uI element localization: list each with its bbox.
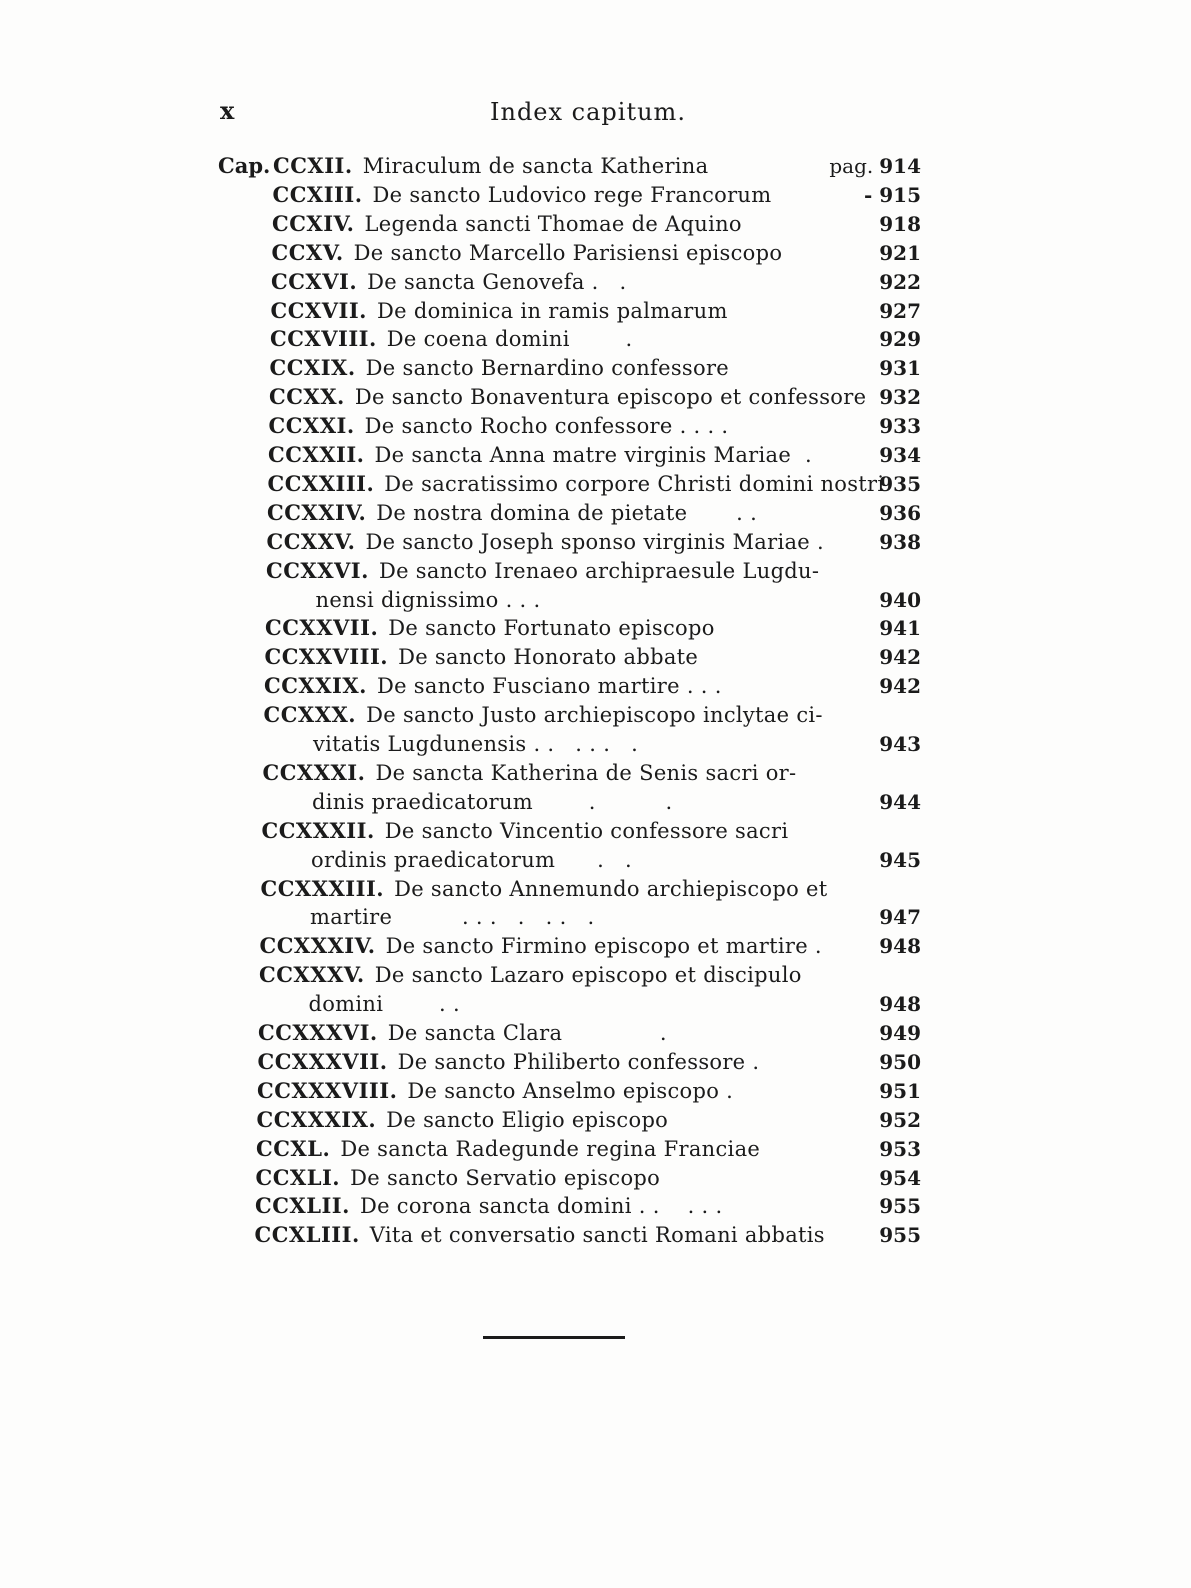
page-number-value: 914	[879, 154, 921, 178]
chapter-title: vitatis Lugdunensis . . . . . .	[313, 732, 639, 756]
page-reference	[879, 614, 921, 642]
toc-entry-continuation	[312, 788, 673, 816]
chapter-title: De sancto Rocho confessore . . . .	[364, 414, 729, 439]
chapter-title: De sancto Servatio episcopo	[350, 1165, 661, 1190]
toc-entry-continuation	[310, 903, 594, 931]
page-number-value: 938	[879, 529, 921, 554]
page-number-value: - 915	[863, 182, 921, 207]
chapter-title: De sancto Irenaeo archipraesule Lugdu-	[378, 558, 820, 583]
toc-entry-line	[255, 1221, 825, 1249]
page-reference	[879, 1048, 921, 1076]
chapter-numeral: CCXIX.	[269, 355, 356, 381]
page-reference	[829, 152, 921, 180]
toc-entry-line	[255, 1192, 722, 1220]
page-number-value: 949	[879, 1021, 921, 1045]
page-number-value: 948	[879, 934, 921, 959]
chapter-title: ordinis praedicatorum . .	[311, 847, 632, 872]
page-reference	[879, 643, 921, 671]
chapter-title: De sacratissimo corpore Christi domini nostri	[384, 471, 885, 496]
toc-entry-line	[272, 210, 742, 238]
toc-entry-line	[273, 152, 708, 180]
chapter-numeral: CCXXXI.	[262, 759, 366, 785]
page-number-value: 945	[879, 847, 921, 872]
toc-entry-line	[261, 875, 828, 903]
page-number-value: 947	[879, 905, 921, 930]
chapter-numeral: CCXXXVIII.	[257, 1077, 398, 1103]
chapter-numeral: CCXVII.	[270, 297, 367, 323]
page-number-value: 921	[879, 240, 921, 265]
chapter-title: De sancto Bonaventura episcopo et confessore	[354, 385, 867, 410]
chapter-numeral: CCXXXIX.	[256, 1106, 377, 1132]
chapter-title: De sancto Annemundo archiepiscopo et	[394, 876, 828, 901]
chapter-title: De sancta Anna matre virginis Mariae .	[374, 443, 812, 467]
page-reference	[879, 528, 921, 556]
chapter-numeral: CCXXX.	[263, 702, 357, 728]
chapter-title: De sancta Clara .	[387, 1021, 667, 1045]
page-number-value: 927	[879, 298, 921, 323]
toc-entry-line	[268, 441, 812, 469]
chapter-numeral: CCXIII.	[272, 181, 363, 207]
page-reference	[879, 354, 921, 382]
chapter-title: martire . . . . . . .	[310, 905, 595, 930]
chapter-numeral: CCXLI.	[255, 1164, 341, 1190]
page-number-value: 933	[879, 414, 921, 439]
chapter-title: De sancto Fusciano martire . . .	[376, 674, 722, 699]
chapter-numeral: CCXXIX.	[264, 673, 367, 699]
toc-entry-line	[270, 325, 633, 353]
chapter-title: Legenda sancti Thomae de Aquino	[364, 211, 742, 236]
toc-entry-line	[257, 1106, 669, 1134]
page-number-value: 929	[879, 327, 921, 352]
page-number-value: 950	[879, 1049, 921, 1074]
page-number-value: 942	[879, 645, 921, 670]
page-reference	[879, 990, 921, 1018]
page-reference	[879, 1106, 921, 1134]
page-number-value: 934	[879, 443, 921, 467]
toc-entry-line	[264, 701, 823, 729]
chapter-title: De sancto Lazaro episcopo et discipulo	[374, 963, 802, 988]
page-number-value: 943	[879, 732, 921, 756]
chapter-title: Miraculum de sancta Katherina	[362, 154, 709, 178]
chapter-numeral: CCXXIII.	[267, 470, 375, 496]
toc-entry-line	[269, 412, 729, 440]
toc-entry-line	[266, 557, 819, 585]
toc-entry-line	[271, 268, 627, 296]
page-reference	[879, 846, 921, 874]
toc-entry-line	[269, 383, 866, 411]
chapter-title: De sancto Firmino episcopo et martire .	[385, 934, 822, 959]
page-reference	[879, 1221, 921, 1249]
page-reference	[879, 788, 921, 816]
page-number-value: 940	[879, 587, 921, 612]
chapter-numeral: CCXLII.	[255, 1193, 350, 1219]
chapter-title: De sancto Anselmo episcopo .	[407, 1078, 734, 1103]
page-number-value: 955	[879, 1223, 921, 1248]
toc-entry-continuation	[309, 990, 461, 1018]
chapter-title: De sancto Eligio episcopo	[386, 1107, 669, 1132]
toc-entry-line	[256, 1135, 760, 1163]
page-number-value: 953	[879, 1136, 921, 1161]
chapter-numeral: CCXXXVI.	[258, 1020, 378, 1045]
toc-entry-line	[272, 239, 783, 267]
page-reference	[879, 1135, 921, 1163]
chapter-numeral: CCXXXVII.	[257, 1048, 388, 1074]
page-number-value: 932	[879, 385, 921, 410]
page-reference	[879, 499, 921, 527]
toc-entry-line	[265, 614, 715, 642]
chapter-title: De coena domini .	[386, 327, 633, 352]
chapter-title: dinis praedicatorum . .	[312, 789, 673, 814]
page-number-value: 936	[879, 500, 921, 525]
chapter-numeral: CCXLIII.	[254, 1222, 360, 1248]
page-reference	[879, 1077, 921, 1105]
chapter-numeral: CCXX.	[269, 384, 345, 410]
chapter-title: De sancto Ludovico rege Francorum	[372, 182, 772, 207]
toc-entry-continuation	[313, 730, 638, 758]
chapter-numeral: CCXII.	[273, 153, 353, 178]
page-reference	[879, 268, 921, 296]
cap-label: Cap.	[218, 153, 271, 178]
chapter-title: De sancto Justo archiepiscopo inclytae ci-	[366, 703, 823, 728]
toc-entry-line	[271, 297, 728, 325]
page-reference	[879, 903, 921, 931]
toc-entry-line	[259, 961, 802, 989]
toc-entry-line	[256, 1164, 661, 1192]
page-reference	[879, 1164, 921, 1192]
chapter-numeral: CCXXII.	[268, 442, 365, 467]
toc-entry-line	[267, 499, 757, 527]
chapter-title: Vita et conversatio sancti Romani abbatis	[369, 1223, 825, 1248]
chapter-numeral: CCXXXII.	[261, 817, 375, 843]
chapter-numeral: CCXVIII.	[270, 326, 377, 352]
page-reference	[879, 672, 921, 700]
chapter-numeral: CCXXVII.	[265, 615, 379, 641]
page-number-value: 951	[879, 1078, 921, 1103]
page-number-value: 955	[879, 1194, 921, 1219]
page-reference	[879, 325, 921, 353]
chapter-numeral: CCXXXV.	[259, 962, 365, 988]
chapter-title: De corona sancta domini . . . . .	[359, 1194, 723, 1219]
chapter-title: De sancta Katherina de Senis sacri or-	[375, 760, 797, 785]
page-reference	[879, 210, 921, 238]
chapter-numeral: CCXXIV.	[267, 499, 367, 525]
chapter-title: De sancto Marcello Parisiensi episcopo	[353, 240, 783, 265]
closing-rule	[483, 1336, 625, 1339]
page-number-value: 954	[879, 1165, 921, 1190]
page-number: x	[220, 96, 236, 125]
toc-entry-line	[257, 1077, 733, 1105]
chapter-numeral: CCXXVIII.	[264, 644, 389, 670]
chapter-numeral: CCXXXIV.	[259, 933, 376, 959]
toc-entry-line	[273, 181, 772, 209]
page-number-value: 935	[879, 471, 921, 496]
chapter-numeral: CCXIV.	[272, 210, 355, 236]
chapter-title: De nostra domina de pietate . .	[376, 500, 758, 525]
page-reference	[879, 383, 921, 411]
chapter-title: De sancto Honorato abbate	[398, 645, 699, 670]
page-reference	[864, 181, 921, 209]
chapter-numeral: CCXXI.	[268, 413, 355, 439]
page-number-value: 941	[879, 616, 921, 641]
page-number-value: 944	[879, 789, 921, 814]
toc-entry-continuation	[311, 846, 632, 874]
toc-entry-line	[263, 759, 797, 787]
page-prefix: pag.	[829, 154, 874, 178]
page-reference	[879, 470, 921, 498]
toc-entry-line	[268, 470, 885, 498]
chapter-title: nensi dignissimo . . .	[315, 587, 541, 612]
page-number-value: 942	[879, 674, 921, 699]
chapter-title: De sancto Philiberto confessore .	[397, 1049, 760, 1074]
chapter-numeral: CCXL.	[256, 1135, 331, 1161]
chapter-title: De sancta Radegunde regina Franciae	[340, 1136, 761, 1161]
page-reference	[879, 586, 921, 614]
toc-entry-line	[262, 817, 789, 845]
toc-entry-line	[265, 643, 699, 671]
chapter-title: De dominica in ramis palmarum	[376, 298, 728, 323]
chapter-numeral: CCXVI.	[271, 268, 358, 294]
chapter-numeral: CCXXXIII.	[260, 875, 385, 901]
page-reference	[879, 1192, 921, 1220]
chapter-title: domini . .	[308, 992, 460, 1017]
page-reference	[879, 1019, 921, 1047]
chapter-title: De sancto Joseph sponso virginis Mariae .	[365, 529, 824, 554]
chapter-title: De sancta Genovefa . .	[367, 269, 627, 294]
page-reference	[879, 297, 921, 325]
page-number-value: 922	[879, 269, 921, 294]
page-reference	[879, 441, 921, 469]
running-title: Index capitum.	[490, 98, 686, 126]
toc-entry-line	[270, 354, 730, 382]
page-number-value: 952	[879, 1107, 921, 1132]
chapter-title: De sancto Vincentio confessore sacri	[384, 818, 789, 843]
page-reference	[879, 932, 921, 960]
chapter-title: De sancto Bernardino confessore	[365, 356, 730, 381]
page-number-value: 918	[879, 211, 921, 236]
chapter-title: De sancto Fortunato episcopo	[388, 616, 715, 641]
chapter-numeral: CCXXVI.	[266, 557, 369, 583]
toc-entry-line	[264, 672, 722, 700]
page-number-value: 948	[879, 992, 921, 1017]
toc-entry-line	[260, 932, 822, 960]
page-reference	[879, 412, 921, 440]
toc-entry-continuation	[316, 586, 541, 614]
toc-entry-line	[258, 1048, 760, 1076]
page-reference	[879, 239, 921, 267]
toc-entry-line	[267, 528, 824, 556]
page-reference	[879, 730, 921, 758]
chapter-numeral: CCXV.	[271, 239, 344, 265]
toc-entry-line	[258, 1019, 667, 1047]
page-number-value: 931	[879, 356, 921, 381]
chapter-numeral: CCXXV.	[266, 528, 356, 554]
